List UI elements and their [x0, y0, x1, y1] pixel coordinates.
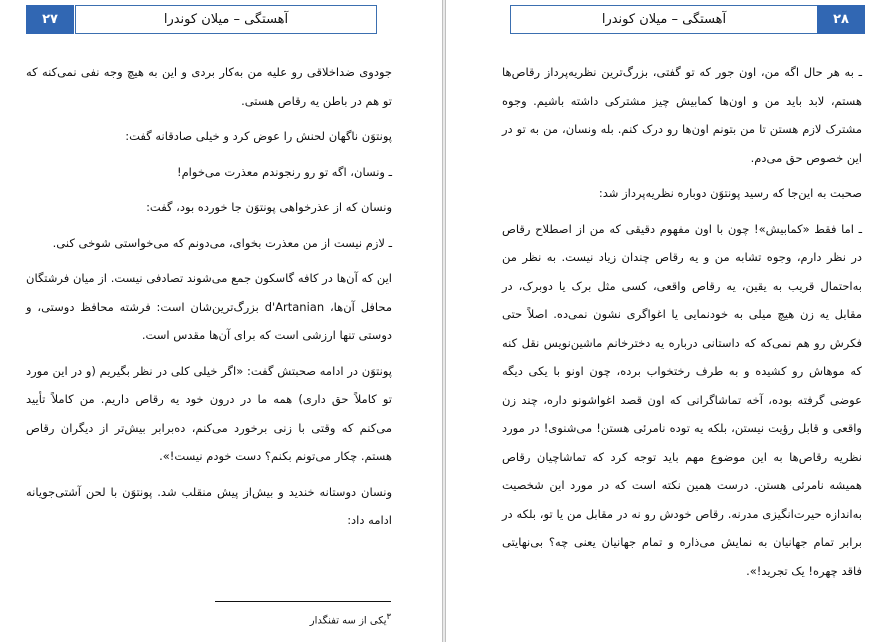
footnote-divider: [215, 601, 391, 602]
footnote-marker: ۳: [386, 611, 391, 621]
paragraph: ـ اما فقط «کمابیش»! چون با اون مفهوم دقیقی که من از اصطلاح رقاص در نظر دارم، وجوه تشابه من و یه رقاص چندان زیاد نیست. به نظر من به‌احتمال قریب به یقین، یه رقاص واقعی، کسی مثل برک یا دوبرک، در مقابل یه زن هیچ میلی به خودنمایی یا اغواگری نشون نمی‌ده. اصلاً حتی فکرش رو هم نمی‌که که داستانی درباره یه دخترخانم ماشین‌نویس نقل کنه که موهاش رو کشیده و به طرف رختخواب برده، چون اونو با یکی دیگه عوضی گرفته بوده، آخه تماشاگرانی که اون قصد اغواشونو داره، چند زن واقعی و قابل رؤیت نیستن، بلکه یه توده نامرئی هستن! می‌شنوی! در مورد نظریه رقاص‌ها به این موضوع مهم باید توجه کرد که تماشاچیان رقاص همیشه نامرئی هستن. درست همین نکته است که در مورد این شخصیت به‌اندازه حیرت‌انگیزی مدرنه. رقاص خودش رو نه در مقابل من یا تو، بلکه در برابر تمام جهانیان به نمایش می‌ذاره و تمام جهانیان یعنی چه؟ بی‌نهایتی فاقد چهره! یک تجرید!».: [502, 221, 862, 578]
page-right: [445, 0, 892, 642]
paragraph: ـ به هر حال اگه من، اون جور که تو گفتی، بزرگ‌ترین نظریه‌پرداز رقاص‌ها هستم، لابد باید من و اون‌ها کمابیش چیز مشترکی داشته باشیم. وجوه مشترک لازم هستن تا من بتونم اون‌ها رو درک کنم. بله ونسان، من به تو در این خصوص حق می‌دم.: [502, 65, 862, 165]
paragraph: ونسان دوستانه خندید و بیش‌از پیش منقلب شد. پونتوَن با لحن آشتی‌جویانه ادامه داد:: [26, 484, 392, 527]
page-number: ۲۷: [26, 5, 74, 34]
page-left: [0, 0, 443, 642]
paragraph: این که آن‌ها در کافه گاسکون جمع می‌شوند تصادفی نیست. از میان فرشتگان محافل آن‌ها، ‌d'Artanian بزرگ‌ترین‌شان است: فرشته محافظ دوستی، و دوستی تنها ارزشی است که برای آن‌ها مقدس است.: [26, 271, 392, 342]
body-text: [26, 58, 392, 542]
paragraph: صحبت به این‌جا که رسید پونتوَن دوباره نظریه‌پرداز شد:: [598, 186, 862, 200]
paragraph: ـ لازم نیست از من معذرت بخوای، می‌دونم که می‌خواستی شوخی کنی.: [52, 235, 392, 250]
paragraph: ونسان که از عذرخواهی پونتوَن جا خورده بود، گفت:: [146, 200, 392, 214]
page-number: ۲۸: [817, 5, 865, 34]
paragraph: جودوی ضداخلاقی رو علیه من به‌کار بردی و این به هیچ وجه نفی نمی‌کنه که تو هم در باطن یه رقاص هستی.: [26, 65, 392, 108]
body-text: [502, 58, 862, 592]
paragraph: ـ ونسان، اگه تو رو رنجوندم معذرت می‌خوام!: [176, 164, 392, 179]
running-header: آهستگی – میلان کوندرا: [75, 5, 377, 34]
running-header: آهستگی – میلان کوندرا: [510, 5, 818, 34]
paragraph: پونتوَن ناگهان لحنش را عوض کرد و خیلی صادقانه گفت:: [125, 129, 392, 143]
footnote: [215, 608, 391, 629]
footnote-text: یکی از سه تفنگدار: [309, 615, 387, 627]
paragraph: پونتوَن در ادامه صحبتش گفت: «اگر خیلی کلی در نظر بگیریم (و در این مورد تو کاملاً حق داری) همه ما در درون خود یه رقاص داریم. من کاملاً تأیید می‌کنم که وقتی با زنی برخورد می‌کنم، ده‌برابر بیش‌تر از دیگران رقاص هستم. چکار می‌تونم بکنم؟ دست خودم نیست!».: [26, 363, 392, 463]
